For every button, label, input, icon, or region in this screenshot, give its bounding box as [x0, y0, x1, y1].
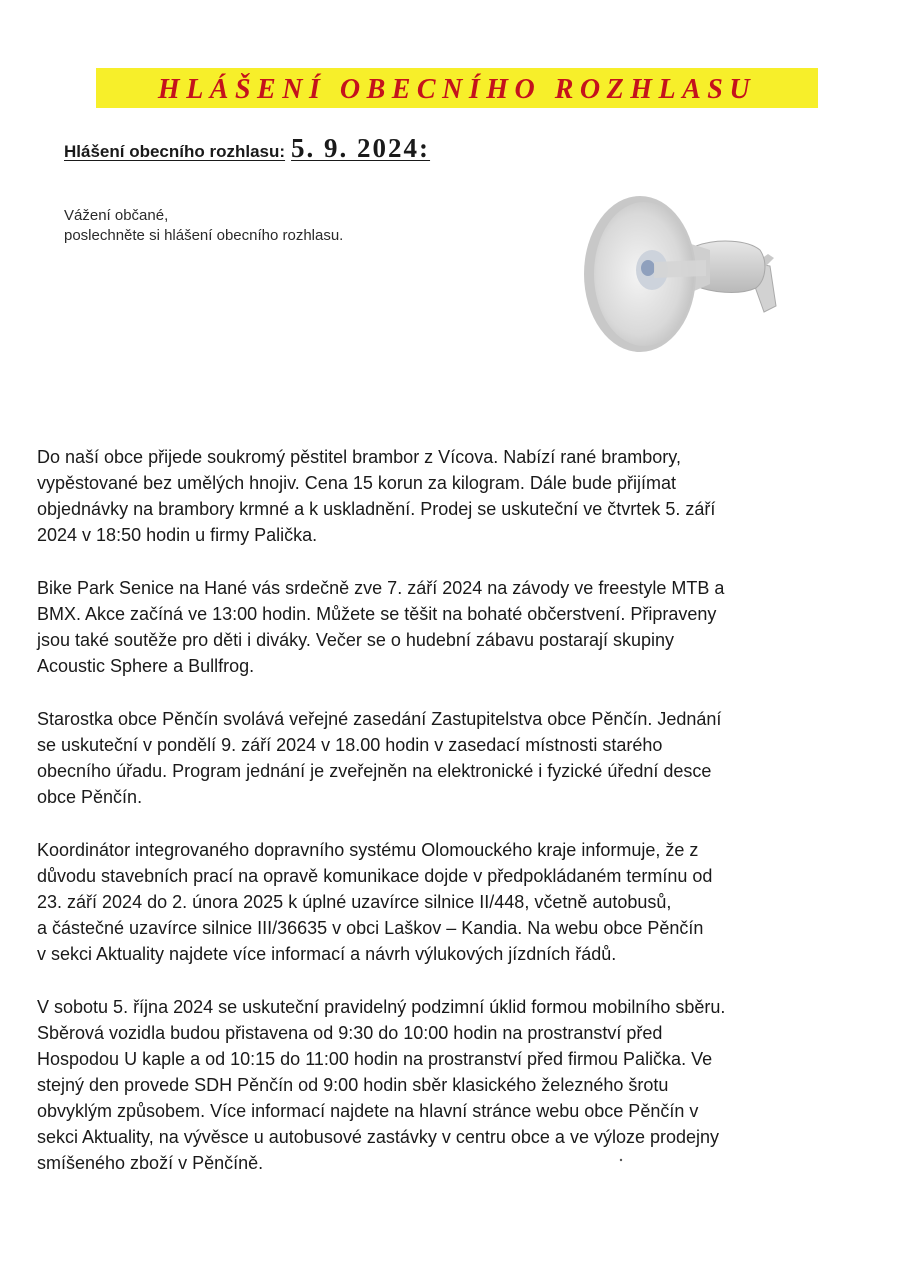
paragraph-road-closure: Koordinátor integrovaného dopravního systému Olomouckého kraje informuje, že z důvodu stavebních prací na opravě komunikace dojde v předpokládaném termínu od 23. září 2024 do 2. února 2025 k úplné uzavírce silnice II/448, včetně autobusů, a částečné uzavírce silnice III/36635 v obci Laškov – Kandia. Na webu obce Pěnčín v sekci Aktuality najdete více informací a návrh výlukových jízdních řádů.: [37, 840, 713, 964]
date-value: 5. 9. 2024:: [291, 133, 431, 163]
paragraph-bike-park: Bike Park Senice na Hané vás srdečně zve 7. září 2024 na závody ve freestyle MTB a BMX. Akce začíná ve 13:00 hodin. Můžete se těšit na bohaté občerstvení. Připraveny jsou také soutěže pro děti i diváky. Večer se o hudební zábavu postarají skupiny Acoustic Sphere a Bullfrog.: [37, 578, 725, 676]
greeting-line-1: Vážení občané,: [64, 207, 169, 224]
date-label: Hlášení obecního rozhlasu:: [64, 142, 286, 161]
paragraph-waste-collection: V sobotu 5. října 2024 se uskuteční pravidelný podzimní úklid formou mobilního sběru. Sběrová vozidla budou přistavena od 9:30 do 10:00 hodin na prostranství před Hospodou U kaple a od 10:15 do 11:00 hodin na prostranství před firmou Palička. Ve stejný den provede SDH Pěnčín od 9:00 hodin sběr klasického železného šrotu obvyklým způsobem. Více informací najdete na hlavní stránce webu obce Pěnčín v sekci Aktuality, na vývěsce u autobusové zastávky v centru obce a ve výloze prodejny smíšeného zboží v Pěnčíně.: [37, 997, 726, 1173]
announcement-content: [37, 444, 867, 1203]
paragraph-potato-sale: Do naší obce přijede soukromý pěstitel brambor z Vícova. Nabízí rané brambory, vypěstované bez umělých hnojiv. Cena 15 korun za kilogram. Dále bude přijímat objednávky na brambory krmné a k uskladnění. Prodej se uskuteční ve čtvrtek 5. září 2024 v 18:50 hodin u firmy Palička.: [37, 447, 716, 545]
paragraph-council-meeting: Starostka obce Pěnčín svolává veřejné zasedání Zastupitelstva obce Pěnčín. Jednání se uskuteční v pondělí 9. září 2024 v 18.00 hodin v zasedací místnosti starého obecního úřadu. Program jednání je zveřejněn na elektronické i fyzické úřední desce obce Pěnčín.: [37, 709, 722, 807]
scan-speck: [619, 1158, 624, 1163]
banner-title: HLÁŠENÍ OBECNÍHO ROZHLASU: [157, 74, 757, 105]
announcement-date-line: [64, 133, 430, 164]
greeting-line-2: poslechněte si hlášení obecního rozhlasu.: [64, 227, 344, 244]
greeting: [64, 206, 343, 246]
megaphone-icon: [578, 188, 788, 358]
